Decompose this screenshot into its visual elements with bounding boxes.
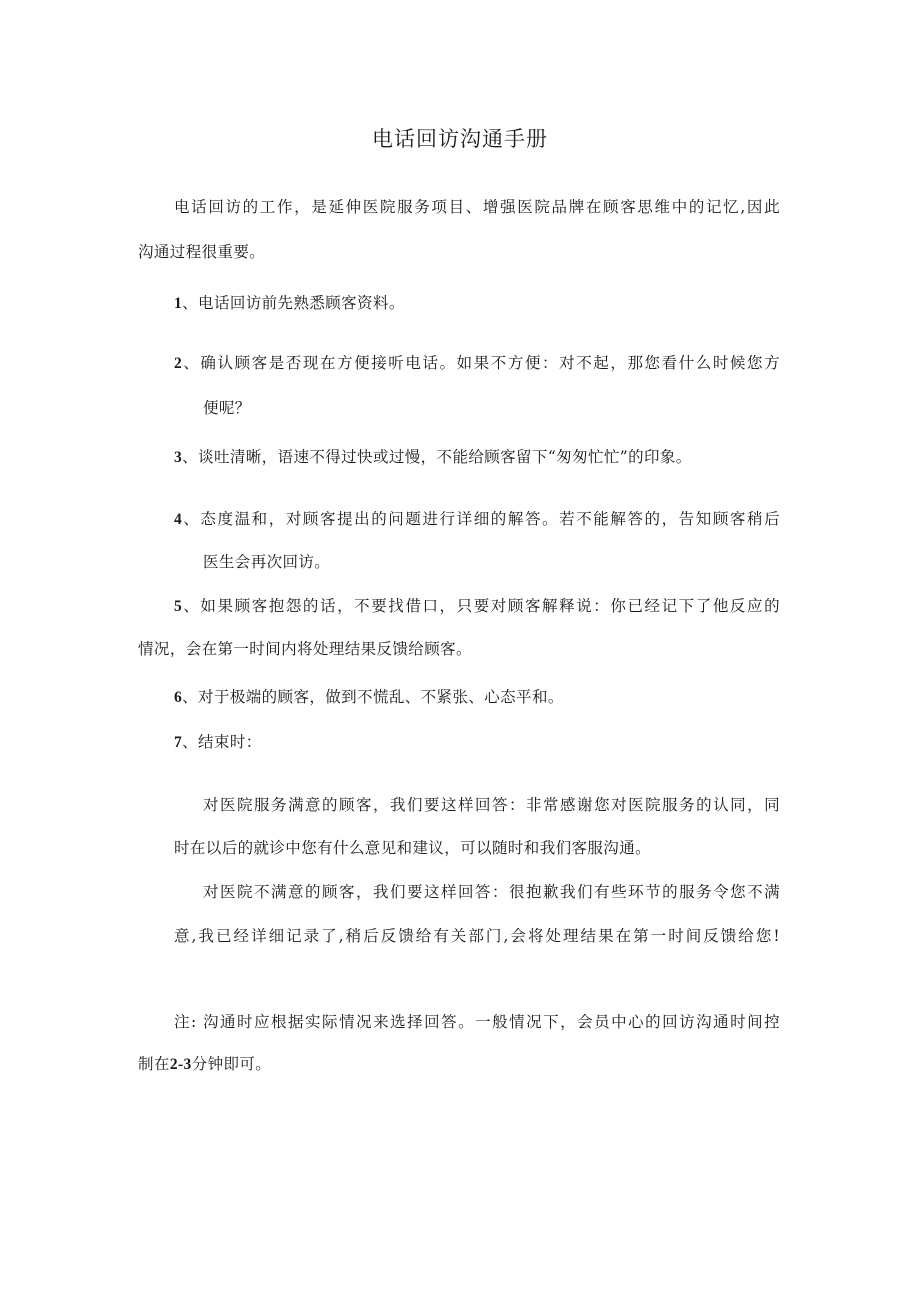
list-item-4-continued: 医生会再次回访。	[203, 553, 331, 571]
note-line-2	[138, 1053, 271, 1076]
satisfied-response-line-2: 时在以后的就诊中您有什么意见和建议，可以随时和我们客服沟通。	[174, 839, 652, 857]
unsatisfied-response-line-1: 对医院不满意的顾客，我们要这样回答：很抱歉我们有些环节的服务令您不满	[203, 883, 780, 901]
item-number: 6	[174, 689, 183, 706]
list-item-1	[174, 292, 405, 315]
document-title: 电话回访沟通手册	[372, 127, 548, 151]
list-item-7	[174, 731, 262, 754]
item-number: 4	[174, 511, 183, 528]
unsatisfied-response-line-2: 意,我已经详细记录了,稍后反馈给有关部门,会将处理结果在第一时间反馈给您!	[174, 927, 780, 945]
note-suffix: 分钟即可。	[191, 1055, 272, 1073]
intro-line-2: 沟通过程很重要。	[138, 243, 266, 261]
item-text: 、结束时：	[182, 733, 262, 751]
item-number: 5	[174, 598, 183, 615]
item-text: 、对于极端的顾客，做到不慌乱、不紧张、心态平和。	[182, 688, 564, 706]
list-item-2	[174, 352, 780, 375]
item-text: 、态度温和，对顾客提出的问题进行详细的解答。若不能解答的，告知顾客稍后	[182, 510, 780, 528]
list-item-5-continued: 情况，会在第一时间内将处理结果反馈给顾客。	[138, 640, 472, 658]
item-number: 7	[174, 734, 183, 751]
note-duration: 2-3	[169, 1056, 192, 1073]
list-item-4	[174, 508, 780, 531]
note-line-1: 注: 沟通时应根据实际情况来选择回答。一般情况下，会员中心的回访沟通时间控	[174, 1013, 780, 1031]
list-item-5	[174, 595, 780, 618]
satisfied-response-line-1: 对医院服务满意的顾客，我们要这样回答：非常感谢您对医院服务的认同，同	[203, 796, 780, 814]
item-text: 、确认顾客是否现在方便接听电话。如果不方便：对不起，那您看什么时候您方	[182, 354, 780, 372]
item-text: 、电话回访前先熟悉顾客资料。	[182, 294, 405, 312]
list-item-6	[174, 686, 564, 709]
item-text: 、如果顾客抱怨的话，不要找借口，只要对顾客解释说：你已经记下了他反应的	[182, 597, 780, 615]
item-number: 1	[174, 295, 183, 312]
note-prefix: 制在	[138, 1055, 170, 1073]
item-number: 2	[174, 355, 183, 372]
list-item-2-continued: 便呢？	[203, 399, 251, 417]
list-item-3	[174, 446, 692, 469]
intro-line-1: 电话回访的工作，是延伸医院服务项目、增强医院品牌在顾客思维中的记忆,因此	[174, 198, 780, 216]
item-text: 、谈吐清晰，语速不得过快或过慢，不能给顾客留下“匆匆忙忙”的印象。	[182, 448, 692, 466]
item-number: 3	[174, 449, 183, 466]
